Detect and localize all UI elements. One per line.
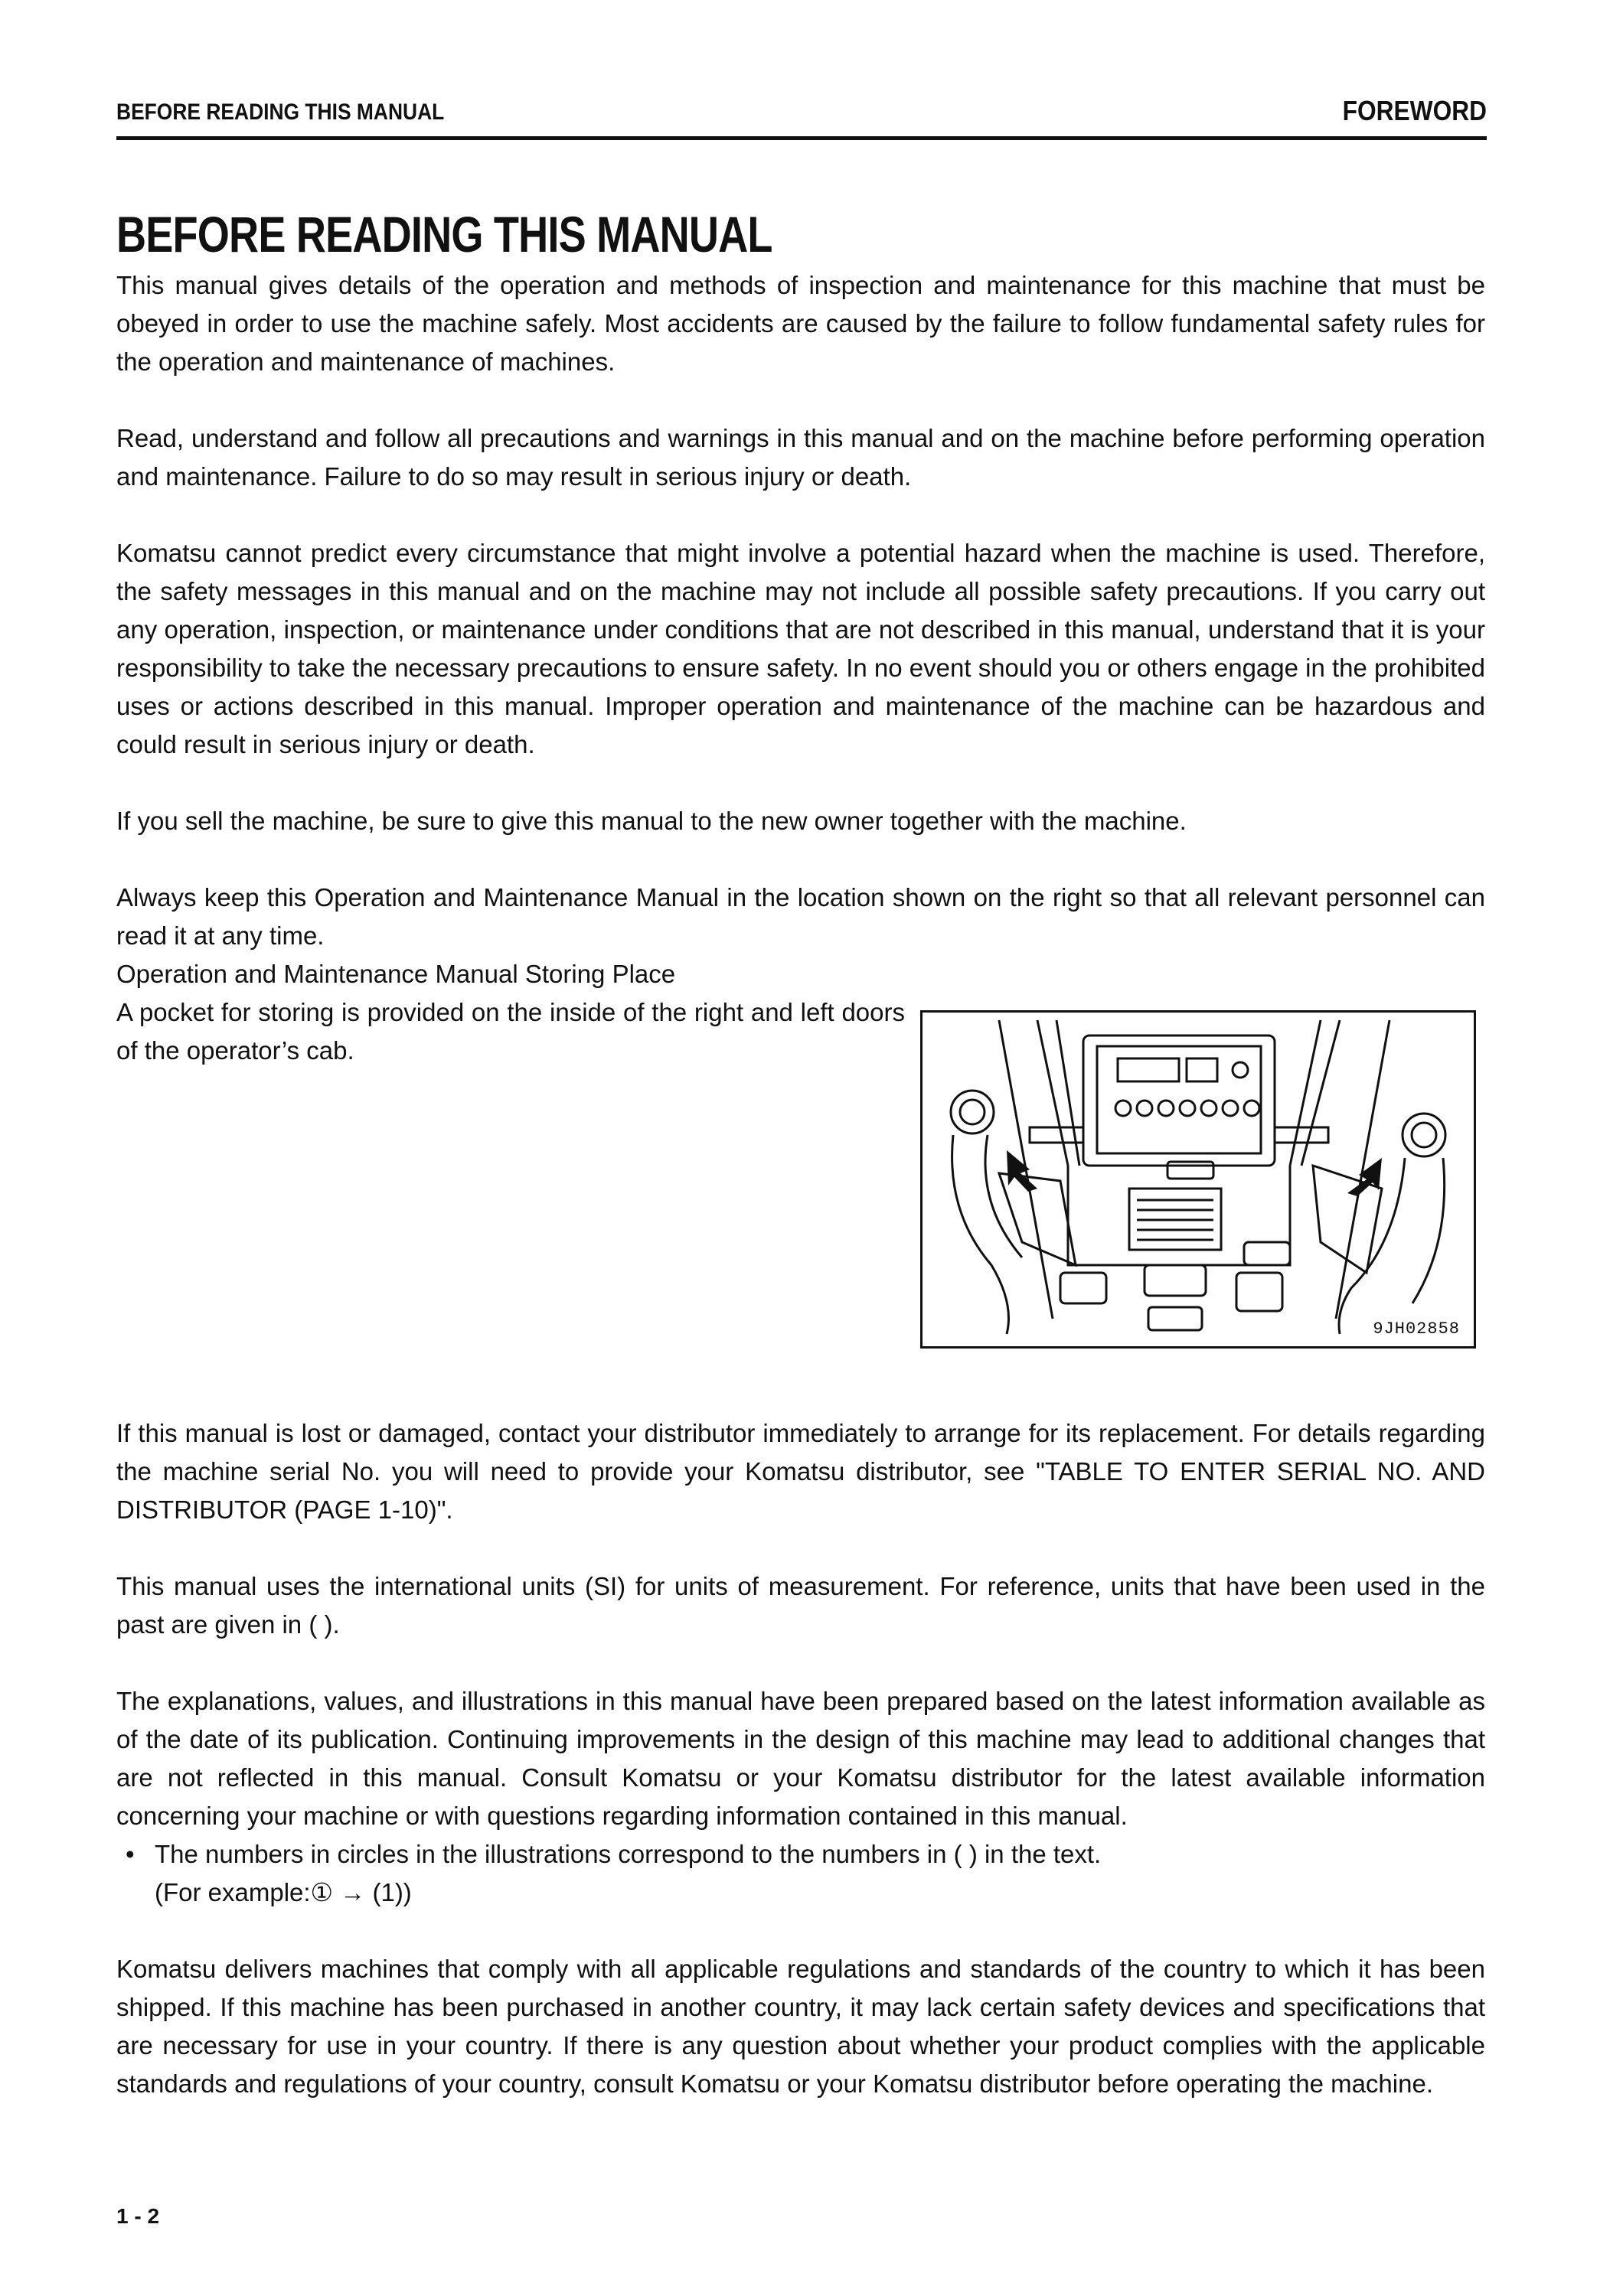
page-header (116, 86, 1487, 140)
cab-illustration (920, 1010, 1476, 1349)
cab-drawing (923, 1013, 1474, 1346)
paragraph-pocket: A pocket for storing is provided on the inside of the right and left doors of the operator’s cab. (116, 998, 905, 1065)
paragraph-units: This manual uses the international units (SI) for units of measurement. For reference, units that have been used in the past are given in ( ). (116, 1572, 1485, 1639)
bullet-example: (For example:① → (1)) (155, 1878, 412, 1906)
left-door-pocket (999, 1173, 1076, 1265)
paragraph-keep-manual: Always keep this Operation and Maintenance Manual in the location shown on the right so that all relevant personnel can read it at any time. (116, 883, 1485, 950)
paragraph-latest-info: The explanations, values, and illustrations in this manual have been prepared based on the latest information available as of the date of its publication. Continuing improvements in the design of this machine may lead to additional changes that are not reflected in this manual. Consult Komatsu or your Komatsu distributor for the latest available information concerning your machine or with questions regarding information contained in this manual. (116, 1687, 1485, 1830)
page-number: 1 - 2 (116, 2204, 160, 2228)
storing-place-heading: Operation and Maintenance Manual Storing Place (116, 960, 676, 988)
header-section-title: BEFORE READING THIS MANUAL (116, 99, 445, 125)
paragraph-intro: This manual gives details of the operation and methods of inspection and maintenance for this machine that must be obeyed in order to use the machine safely. Most accidents are caused by the failure to follow fundamental safety rules for the operation and maintenance of machines. (116, 271, 1485, 376)
paragraph-lost-damaged: If this manual is lost or damaged, contact your distributor immediately to arrange for its replacement. For details regarding the machine serial No. you will need to provide your Komatsu distributor, see "TABLE TO ENTER SERIAL NO. AND DISTRIBUTOR (PAGE 1-10)". (116, 1419, 1485, 1524)
bullet-marker: • (126, 1840, 135, 1868)
paragraph-read-understand: Read, understand and follow all precautions and warnings in this manual and on the machine before performing operation and maintenance. Failure to do so may result in serious injury or death. (116, 424, 1485, 491)
figure-code: 9JH02858 (1373, 1319, 1460, 1339)
paragraph-regulations: Komatsu delivers machines that comply with all applicable regulations and standards of the country to which it has been shipped. If this machine has been purchased in another country, it may lack certain safety devices and specifications that are necessary for use in your country. If there is any question about whether your product complies with the applicable standards and regulations of your country, consult Komatsu or your Komatsu distributor before operating the machine. (116, 1955, 1485, 2098)
header-chapter-title: FOREWORD (1342, 95, 1487, 126)
arrow-left-pocket (1007, 1150, 1037, 1192)
paragraph-hazard: Komatsu cannot predict every circumstance that might involve a potential hazard when the machine is used. Therefore, the safety messages in this manual and on the machine may not include all possible safety precautions. If you carry out any operation, inspection, or maintenance under conditions that are not described in this manual, understand that it is your responsibility to take the necessary precautions to ensure safety. In no event should you or others engage in the prohibited uses or actions described in this manual. Improper operation and maintenance of the machine can be hazardous and could result in serious injury or death. (116, 539, 1485, 758)
page-title: BEFORE READING THIS MANUAL (116, 206, 772, 263)
switch-row (1115, 1101, 1259, 1116)
paragraph-sell-machine: If you sell the machine, be sure to give this manual to the new owner together with the machine. (116, 807, 1187, 835)
bullet-text: The numbers in circles in the illustrations correspond to the numbers in ( ) in the text. (155, 1840, 1102, 1868)
